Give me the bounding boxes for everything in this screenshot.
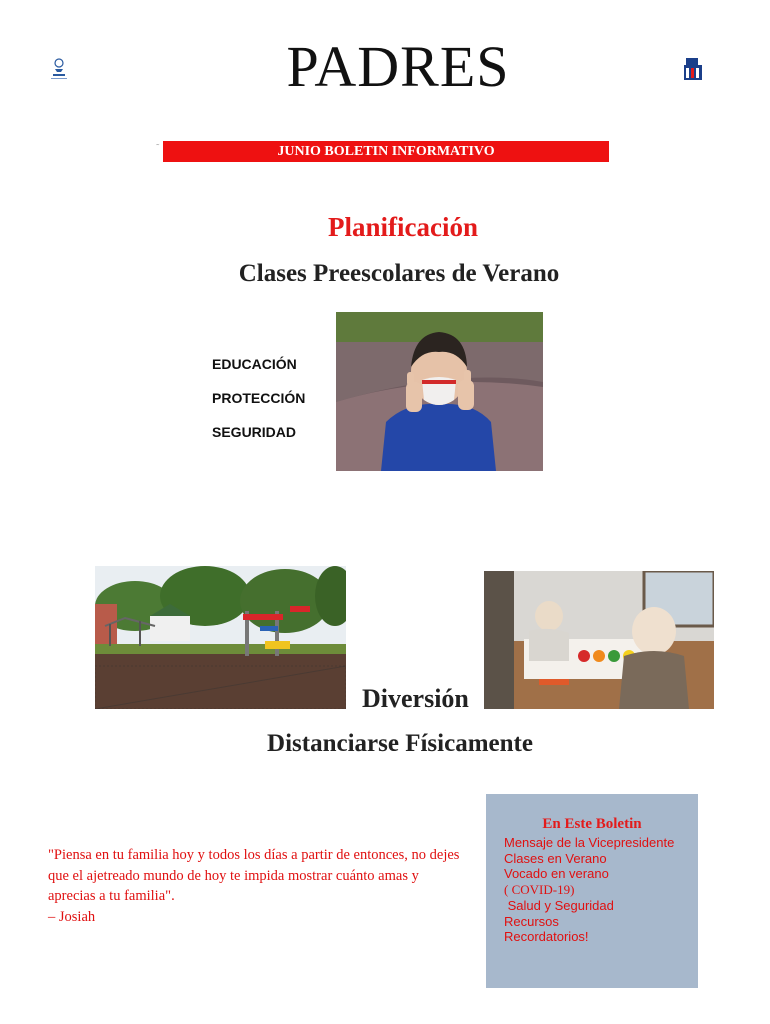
- playground-photo: [95, 566, 346, 709]
- contents-item: Salud y Seguridad: [504, 897, 614, 913]
- contents-item: Vocado en verano: [504, 866, 609, 882]
- contents-title: En Este Boletin: [542, 816, 642, 832]
- bullet-protection: PROTECCIÓN: [212, 390, 306, 406]
- physical-distancing-heading: Distanciarse Físicamente: [267, 730, 533, 757]
- bullet-education: EDUCACIÓN: [212, 356, 297, 372]
- contents-item: Recursos: [504, 913, 559, 929]
- contents-item: ( COVID-19): [504, 882, 575, 898]
- contents-item: Recordatorios!: [504, 929, 589, 945]
- contents-list: [504, 835, 674, 945]
- contents-item: Clases en Verano: [504, 850, 607, 866]
- newsletter-title: PADRES: [286, 34, 510, 99]
- contents-item: Mensaje de la Vicepresidente: [504, 835, 675, 850]
- children-painting-photo: [484, 571, 714, 709]
- quote-text: "Piensa en tu familia hoy y todos los días a partir de entonces, no dejes que el ajetreado mundo de hoy te impida mostrar cuánto amas y aprecias a tu familia".: [48, 847, 460, 904]
- quote-author: – Josiah: [48, 908, 96, 925]
- child-mask-photo: [336, 312, 543, 471]
- month-banner: JUNIO BOLETIN INFORMATIVO: [163, 141, 609, 162]
- fun-heading: Diversión: [362, 684, 469, 713]
- ballot-box-icon: [682, 56, 704, 82]
- banner-marker: ˜: [156, 143, 160, 154]
- bullet-security: SEGURIDAD: [212, 424, 297, 440]
- summer-classes-heading: Clases Preescolares de Verano: [238, 260, 560, 287]
- contents-box: [486, 794, 698, 988]
- planning-heading: Planificación: [328, 212, 478, 242]
- family-quote: [48, 845, 468, 927]
